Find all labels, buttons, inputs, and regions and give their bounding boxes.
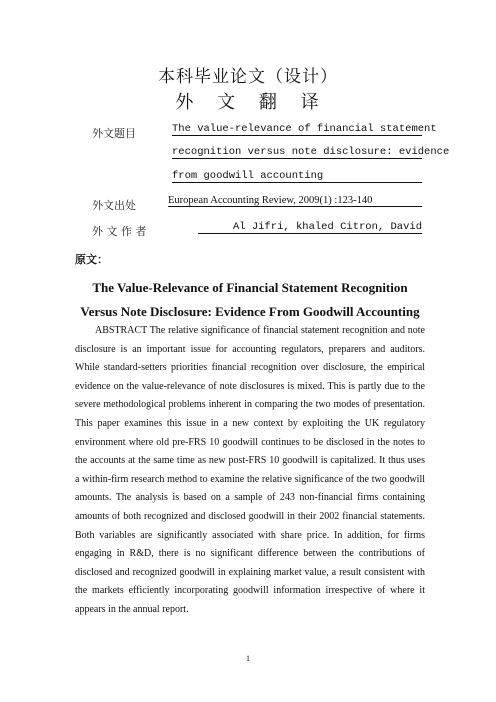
abstract-paragraph: ABSTRACT The relative significance of financial statement recognition and note disclosure is an important issue for accounting regulators, preparers and auditors. While standard-setters priorities financial recognition over disclosure, the empirical evidence on the value-relevance of note disclosures is mixed. This is partly due to the severe methodological problems inherent in comparing the two modes of presentation. This paper examines this issue in a new context by exploiting the UK regulatory environment where old pre-FRS 10 goodwill continues to be disclosed in the notes to the accounts at the same time as new post-FRS 10 goodwill is capitalized. It thus uses a within-firm research method to examine the relative significance of the two goodwill amounts. The analysis is based on a sample of 243 non-financial firms containing amounts of both recognized and disclosed goodwill in their 2002 financial statements. Both variables are significantly associated with share price. In addition, for firms engaging in R&D, there is no significant difference between the contributions of disclosed and recognized goodwill in explaining market value, a result consistent with the markets efficiently incorporating goodwill information irrespective of where it appears in the annual report. (75, 325, 425, 615)
source-label: 外文出处 (92, 199, 136, 212)
foreign-title-line-1: The value-relevance of financial statement (172, 123, 437, 135)
paper-title: The Value-Relevance of Financial Statement Recognition Versus Note Disclosure: Evidence From Goodwill Accounting (80, 280, 420, 319)
foreign-title-label: 外文题目 (92, 127, 136, 140)
foreign-title-line-3: from goodwill accounting (172, 170, 422, 183)
thesis-title: 本科毕业论文（设计） (158, 67, 338, 87)
translation-heading: 外 文 翻 译 (175, 92, 321, 113)
author-value: Al Jifri, khaled Citron, David (198, 221, 422, 234)
foreign-title-line-2: recognition versus note disclosure: evidence (172, 146, 450, 158)
original-text-label: 原文： (75, 253, 108, 266)
source-value: European Accounting Review, 2009(1) :123-140 (168, 195, 422, 207)
page-number: 1 (246, 654, 250, 663)
author-label: 外 文 作 者 (92, 225, 147, 238)
